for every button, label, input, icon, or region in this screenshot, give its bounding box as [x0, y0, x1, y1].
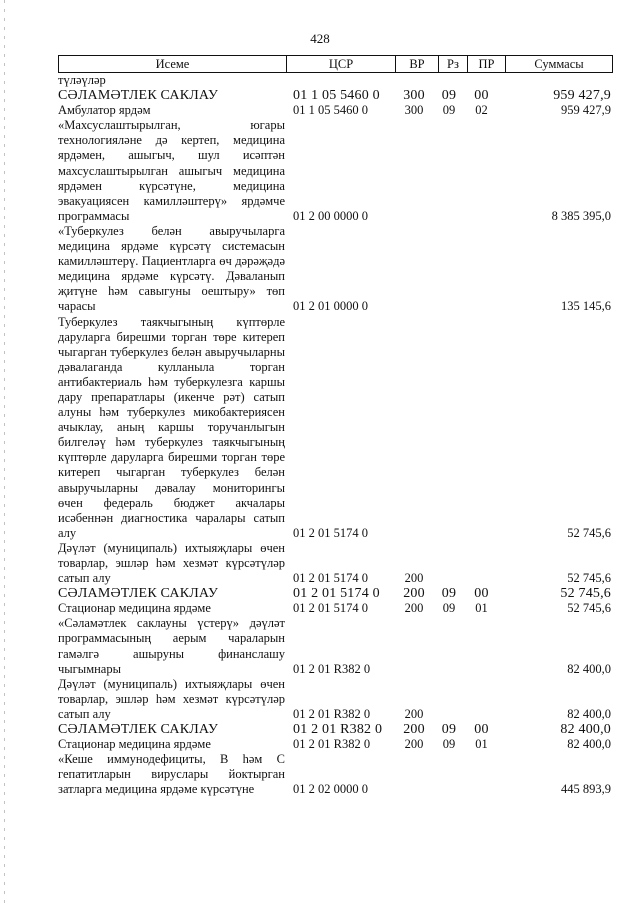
row-name: Дәүләт (муниципаль) ихтыяҗлары өчен товарлар, эшләр һәм хезмәт күрсәтүләр сатып алу: [58, 540, 285, 586]
table-row: [58, 601, 618, 616]
row-name: «Махсуслаштырылган, югары технологияләне дә кертеп, медицина ярдәмен, ашыгыч, шул исәптән махсуслаштырылган ашыгыч медицина ярдәмен күрсәтүне, медицина эвакуациясен камилләштерү» ярдәмче программасы: [58, 118, 285, 223]
table-row: [58, 677, 618, 722]
row-name: «Кеше иммунодефициты, В һәм С гепатитларын вируслары йоктырган затларга медицина ярдәме күрсәтүне: [58, 752, 285, 797]
row-name: Стационар медицина ярдәме: [58, 737, 211, 752]
row-name: СӘЛАМӘТЛЕК САКЛАУ: [58, 722, 219, 738]
row-name: түләүләр: [58, 73, 106, 87]
row-sum: 82 400,0: [560, 722, 611, 738]
row-vr: 200: [404, 571, 424, 586]
scan-margin-line: [4, 0, 5, 905]
row-csr: 01 2 01 R382 0: [293, 737, 371, 752]
row-sum: 82 400,0: [567, 706, 611, 721]
header-pr: ПР: [468, 56, 506, 73]
budget-table-body: [58, 73, 618, 798]
row-sum: 8 385 395,0: [551, 208, 611, 223]
row-name: Амбулатор ярдәм: [58, 103, 151, 118]
table-row: [58, 224, 618, 315]
row-sum: 959 427,9: [553, 88, 611, 104]
row-rz: 09: [442, 737, 456, 752]
table-row: [58, 586, 618, 601]
header-rz: Рз: [439, 56, 468, 73]
row-name: Туберкулез таякчыгының күптөрле даруларга бирешми торган төре китереп чыгарган туберкулез белән авыручыларны дәвалаганда кулланыла торган антибактериаль һәм туберкулезга каршы дару препаратлары (икенче рәт) сатып алуны һәм туберкулез микобактериясен ачыклау, аның каршы торучанлыгын билгеләү һәм туберкулез таякчыгының күптөрле даруларга бирешми торган төре китереп чыгарган туберкулез белән авыручыларны дәвалау мониторингы өчен федераль бюджет акчалары исәбеннән диагностика чаралары сатып алу: [58, 314, 285, 540]
table-row: [58, 722, 618, 737]
row-sum: 52 745,6: [567, 601, 611, 616]
row-vr: 200: [403, 586, 425, 602]
row-name: СӘЛАМӘТЛЕК САКЛАУ: [58, 88, 219, 104]
table-row: [58, 315, 618, 541]
header-csr: ЦСР: [287, 56, 396, 73]
row-pr: 00: [474, 586, 489, 602]
row-name: Дәүләт (муниципаль) ихтыяҗлары өчен товарлар, эшләр һәм хезмәт күрсәтүләр сатып алу: [58, 676, 285, 721]
table-row: [58, 541, 618, 586]
row-sum: 82 400,0: [567, 661, 611, 676]
table-row: [58, 616, 618, 676]
row-csr: 01 2 01 5174 0: [293, 571, 368, 586]
row-csr: 01 2 01 R382 0: [293, 706, 371, 721]
row-rz: 09: [442, 601, 456, 616]
table-row: [58, 103, 618, 118]
row-rz: 09: [441, 722, 457, 738]
row-rz: 09: [441, 88, 457, 104]
row-pr: 00: [474, 722, 489, 738]
row-name: Стационар медицина ярдәме: [58, 601, 211, 616]
row-name: «Туберкулез белән авыручыларга медицина ярдәме күрсәтү системасын камилләштерү. Пациентларга өч дәрәҗәдә медицина ярдәме күрсәтү. Дәваланып җитүне һәм савыгуны оештыру» төп чарасы: [58, 223, 285, 314]
row-csr: 01 2 00 0000 0: [293, 208, 368, 223]
header-sum: Суммасы: [506, 56, 613, 73]
table-row: [58, 737, 618, 752]
row-vr: 200: [404, 601, 424, 616]
row-csr: 01 2 01 0000 0: [293, 299, 368, 314]
row-csr: 01 2 01 R382 0: [293, 661, 371, 676]
row-csr: 01 2 02 0000 0: [293, 782, 368, 797]
row-csr: 01 2 01 5174 0: [293, 525, 368, 540]
row-pr: 01: [475, 601, 488, 616]
row-csr: 01 2 01 R382 0: [293, 722, 383, 738]
row-sum: 52 745,6: [567, 571, 611, 586]
row-sum: 52 745,6: [560, 586, 611, 602]
row-rz: 09: [441, 586, 457, 602]
row-pr: 00: [474, 88, 489, 104]
row-vr: 300: [404, 103, 424, 118]
row-csr: 01 1 05 5460 0: [293, 103, 368, 118]
table-header: [58, 55, 613, 73]
row-vr: 200: [404, 737, 424, 752]
table-row: [58, 752, 618, 797]
row-vr: 300: [403, 88, 425, 104]
page-number: 428: [310, 31, 330, 46]
row-sum: 135 145,6: [561, 299, 611, 314]
row-pr: 01: [475, 737, 488, 752]
table-row: [58, 118, 618, 224]
row-rz: 09: [442, 103, 456, 118]
header-vr: ВР: [396, 56, 439, 73]
header-name: Исеме: [59, 56, 287, 73]
row-vr: 200: [404, 706, 424, 721]
row-pr: 02: [475, 103, 488, 118]
row-name: СӘЛАМӘТЛЕК САКЛАУ: [58, 586, 219, 602]
row-vr: 200: [403, 722, 425, 738]
row-csr: 01 2 01 5174 0: [293, 601, 368, 616]
row-csr: 01 2 01 5174 0: [293, 586, 380, 602]
table-row: [58, 73, 618, 88]
row-sum: 445 893,9: [561, 782, 611, 797]
row-sum: 52 745,6: [567, 525, 611, 540]
row-sum: 959 427,9: [561, 103, 611, 118]
table-row: [58, 88, 618, 103]
row-sum: 82 400,0: [567, 737, 611, 752]
row-csr: 01 1 05 5460 0: [293, 88, 380, 104]
row-name: «Сәламәтлек саклауны үстерү» дәүләт программасының аерым чараларын гамәлгә ашыруны финанслашу чыгымнары: [58, 616, 285, 676]
